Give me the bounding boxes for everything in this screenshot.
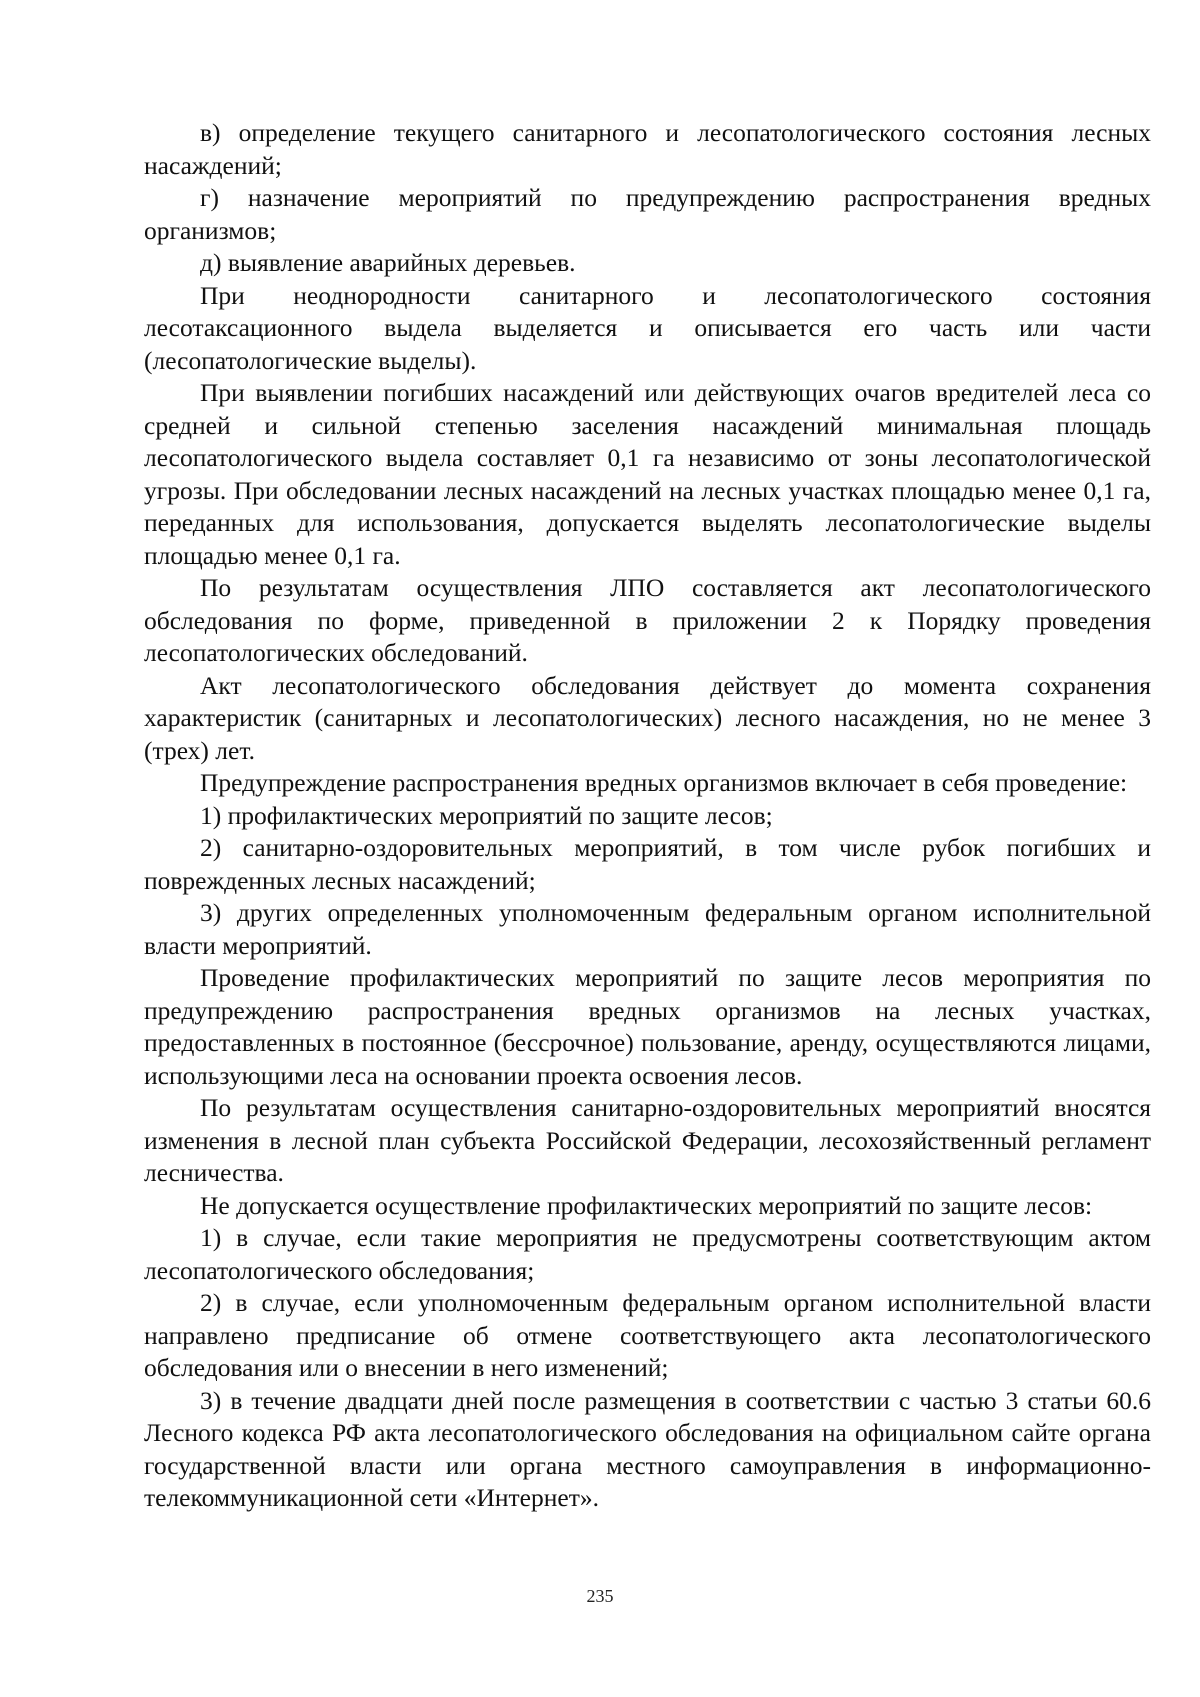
body-text: [144, 117, 1151, 1515]
paragraph-preventive-measures: Проведение профилактических мероприятий по защите лесов мероприятия по предупреждению распространения вредных организмов на лесных участках, предоставленных в постоянное (бессрочное) пользование, аренду, осуществляются лицами, использующими леса на основании проекта освоения лесов.: [144, 963, 1151, 1090]
paragraph-list-item-2: 2) санитарно-оздоровительных мероприятий, в том числе рубок погибших и поврежденных лесных насаждений;: [144, 833, 1151, 895]
paragraph-forest-plan-changes: По результатам осуществления санитарно-оздоровительных мероприятий вносятся изменения в лесной план субъекта Российской Федерации, лесохозяйственный регламент лесничества.: [144, 1093, 1151, 1187]
paragraph-min-area: При выявлении погибших насаждений или действующих очагов вредителей леса со средней и сильной степенью заселения насаждений минимальная площадь лесопатологического выдела составляет 0,1 га независимо от зоны лесопатологической угрозы. При обследовании лесных насаждений на лесных участках площадью менее 0,1 га, переданных для использования, допускается выделять лесопатологические выделы площадью менее 0,1 га.: [144, 378, 1151, 570]
paragraph-item-d: д) выявление аварийных деревьев.: [200, 248, 576, 277]
paragraph-item-g: г) назначение мероприятий по предупреждению распространения вредных организмов;: [144, 183, 1151, 245]
paragraph-list-item-3: 3) других определенных уполномоченным федеральным органом исполнительной власти мероприятий.: [144, 898, 1151, 960]
paragraph-prevention-intro: Предупреждение распространения вредных организмов включает в себя проведение:: [200, 768, 1128, 797]
paragraph-act-validity: Акт лесопатологического обследования действует до момента сохранения характеристик (санитарных и лесопатологических) лесного насаждения, но не менее 3 (трех) лет.: [144, 670, 1151, 765]
paragraph-not-allowed-3: 3) в течение двадцати дней после размещения в соответствии с частью 3 статьи 60.6 Лесного кодекса РФ акта лесопатологического обследования на официальном сайте органа государственной власти или органа местного самоуправления в информационно-телекоммуникационной сети «Интернет».: [144, 1385, 1151, 1512]
paragraph-list-item-1: 1) профилактических мероприятий по защите лесов;: [200, 800, 773, 830]
paragraph-not-allowed-intro: Не допускается осуществление профилактических мероприятий по защите лесов:: [200, 1190, 1093, 1220]
paragraph-not-allowed-2: 2) в случае, если уполномоченным федеральным органом исполнительной власти направлено предписание об отмене соответствующего акта лесопатологического обследования или о внесении в него изменений;: [144, 1288, 1151, 1382]
paragraph-lpo-act: По результатам осуществления ЛПО составляется акт лесопатологического обследования по форме, приведенной в приложении 2 к Порядку проведения лесопатологических обследований.: [144, 573, 1151, 667]
paragraph-heterogeneity: При неоднородности санитарного и лесопатологического состояния лесотаксационного выдела выделяется и описывается его часть или части (лесопатологические выделы).: [144, 280, 1151, 375]
page-number: 235: [586, 1586, 614, 1606]
paragraph-not-allowed-1: 1) в случае, если такие мероприятия не предусмотрены соответствующим актом лесопатологического обследования;: [144, 1223, 1151, 1285]
paragraph-item-v: в) определение текущего санитарного и лесопатологического состояния лесных насаждений;: [144, 118, 1151, 180]
